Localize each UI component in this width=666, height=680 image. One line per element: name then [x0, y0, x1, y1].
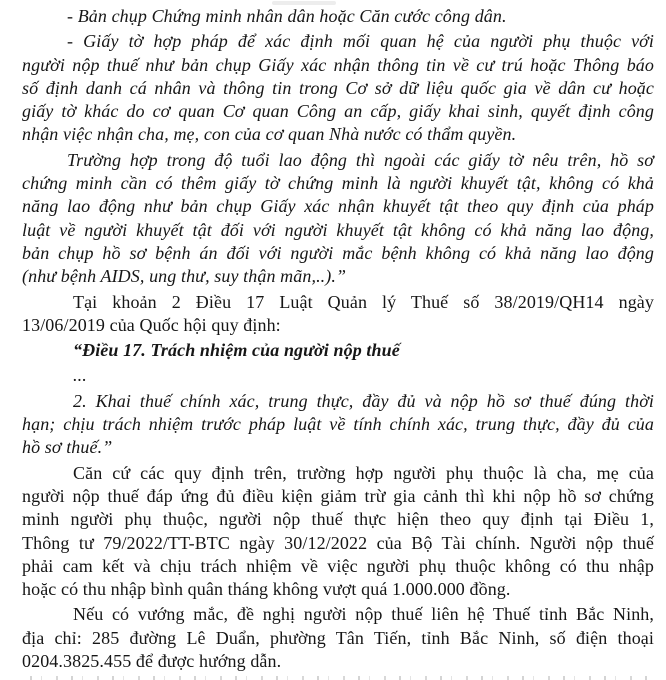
paragraph-line: chứng minh cần có thêm giấy tờ chứng minh là người khuyết tật, không có khả: [22, 173, 654, 194]
paragraph-line: - Giấy tờ hợp pháp để xác định mối quan hệ của người phụ thuộc với: [67, 31, 654, 52]
paragraph-line: “Điều 17. Trách nhiệm của người nộp thuế: [73, 340, 400, 361]
paragraph-working-age-case: [22, 149, 654, 289]
paragraph-article-17-heading: [22, 339, 654, 362]
paragraph-line: hạn; chịu trách nhiệm trước pháp luật về tính chính xác, trung thực, đầy đủ của: [22, 414, 654, 435]
paragraph-line: - Bản chụp Chứng minh nhân dân hoặc Căn cước công dân.: [67, 6, 507, 26]
paragraph-line: hồ sơ thuế.”: [22, 437, 113, 458]
paragraph-line: địa chỉ: 285 đường Lê Duẩn, phường Tân Tiến, tỉnh Bắc Ninh, số điện thoại: [22, 627, 654, 648]
paragraph-line: năng lao động như bản chụp Giấy xác nhận khuyết tật theo quy định của pháp: [22, 196, 654, 217]
paragraph-line: bản chụp hồ sơ bệnh án đối với người mắc bệnh không có khả năng lao động: [22, 242, 654, 263]
paragraph-line: 0204.3825.455 để được hướng dẫn.: [22, 651, 282, 672]
paragraph-line: Trường hợp trong độ tuổi lao động thì ngoài các giấy tờ nêu trên, hồ sơ: [67, 149, 654, 170]
paragraph-line: hoặc có thu nhập bình quân tháng không vượt quá 1.000.000 đồng.: [22, 579, 511, 600]
paragraph-line: (như bệnh AIDS, ung thư, suy thận mãn,..).”: [22, 266, 347, 287]
paragraph-line: Tại khoản 2 Điều 17 Luật Quản lý Thuế số 38/2019/QH14 ngày: [73, 291, 654, 312]
paragraph-line: giấy tờ khác do cơ quan Cơ quan Công an cấp, giấy khai sinh, quyết định công: [22, 101, 654, 122]
paragraph-line: người nộp thuế như bản chụp Giấy xác nhận thông tin về cư trú hoặc Thông báo: [22, 54, 654, 75]
paragraph-line: luật về người khuyết tật đối với người khuyết tật không có khả năng lao động,: [22, 219, 654, 240]
paragraph-line: Thông tư 79/2022/TT-BTC ngày 30/12/2022 của Bộ Tài chính. Người nộp thuế: [22, 532, 654, 553]
paragraph-line: Căn cứ các quy định trên, trường hợp người phụ thuộc là cha, mẹ của: [73, 462, 654, 483]
paragraph-line: số định danh cá nhân và thông tin trong Cơ sở dữ liệu quốc gia về dân cư hoặc: [22, 77, 654, 98]
scan-artifact-top: [272, 1, 336, 5]
paragraph-line: ...: [73, 365, 87, 386]
paragraph-relationship-docs: [22, 30, 654, 146]
paragraph-id-copy: [22, 5, 654, 28]
paragraph-line: 13/06/2019 của Quốc hội quy định:: [22, 314, 281, 335]
paragraph-ellipsis: [22, 364, 654, 387]
paragraph-line: Nếu có vướng mắc, đề nghị người nộp thuế liên hệ Thuế tỉnh Bắc Ninh,: [73, 604, 654, 625]
paragraph-clause-2-quote: [22, 390, 654, 460]
paragraph-line: 2. Khai thuế chính xác, trung thực, đầy đủ và nộp hồ sơ thuế đúng thời: [73, 390, 654, 411]
paragraph-law-citation: [22, 291, 654, 338]
paragraph-line: nhận việc nhận cha, mẹ, con của cơ quan Nhà nước có thẩm quyền.: [22, 124, 517, 145]
paragraph-line: minh người phụ thuộc, người nộp thuế thực hiện theo quy định tại Điều 1,: [22, 509, 654, 530]
paragraph-contact-info: [22, 603, 654, 673]
paragraph-line: phải cam kết và chịu trách nhiệm về việc người phụ thuộc không có thu nhập: [22, 555, 654, 576]
paragraph-conclusion: [22, 462, 654, 602]
paragraph-line: người nộp thuế đáp ứng đủ điều kiện giảm trừ gia cảnh thì khi nộp hồ sơ chứng: [22, 485, 654, 506]
scan-artifact-cutoff-line: [30, 676, 652, 680]
